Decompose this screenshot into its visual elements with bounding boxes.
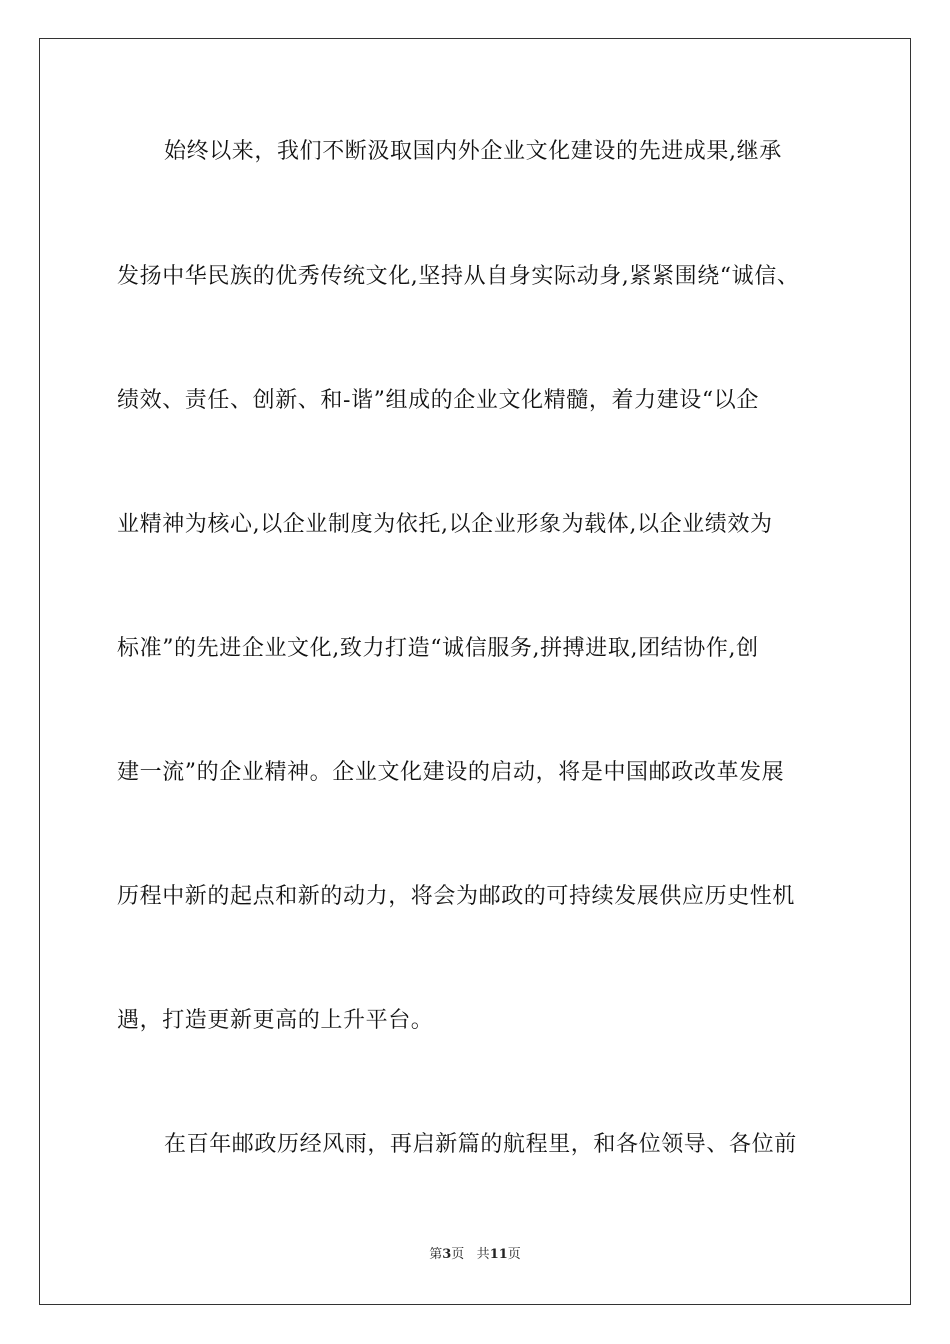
paragraph-1-line-2: 发扬中华民族的优秀传统文化,坚持从自身实际动身,紧紧围绕“诚信、: [117, 264, 800, 289]
footer-total-pages: 11: [489, 1247, 508, 1262]
footer-page-number: 3: [442, 1247, 452, 1262]
paragraph-2-line-1: 在百年邮政历经风雨，再启新篇的航程里，和各位领导、各位前: [164, 1132, 797, 1157]
paragraph-1-line-5: 标准”的先进企业文化,致力打造“诚信服务,拼搏进取,团结协作,创: [117, 636, 759, 661]
footer-page-prefix: 第: [429, 1247, 443, 1262]
paragraph-1-line-3: 绩效、责任、创新、和-谐”组成的企业文化精髓，着力建设“以企: [117, 388, 759, 413]
footer-total-suffix: 页: [507, 1247, 521, 1262]
paragraph-1-line-8: 遇，打造更新更高的上升平台。: [117, 1008, 434, 1033]
paragraph-1-line-4: 业精神为核心,以企业制度为依托,以企业形象为载体,以企业绩效为: [117, 512, 773, 537]
footer-total-prefix: 共: [476, 1247, 490, 1262]
paragraph-1-line-1: 始终以来，我们不断汲取国内外企业文化建设的先进成果,继承: [164, 139, 782, 164]
page-footer: [0, 1246, 950, 1264]
paragraph-1-line-6: 建一流”的企业精神。企业文化建设的启动，将是中国邮政改革发展: [117, 760, 785, 785]
paragraph-1-line-7: 历程中新的起点和新的动力，将会为邮政的可持续发展供应历史性机: [117, 884, 796, 909]
footer-page-suffix: 页: [451, 1247, 465, 1262]
